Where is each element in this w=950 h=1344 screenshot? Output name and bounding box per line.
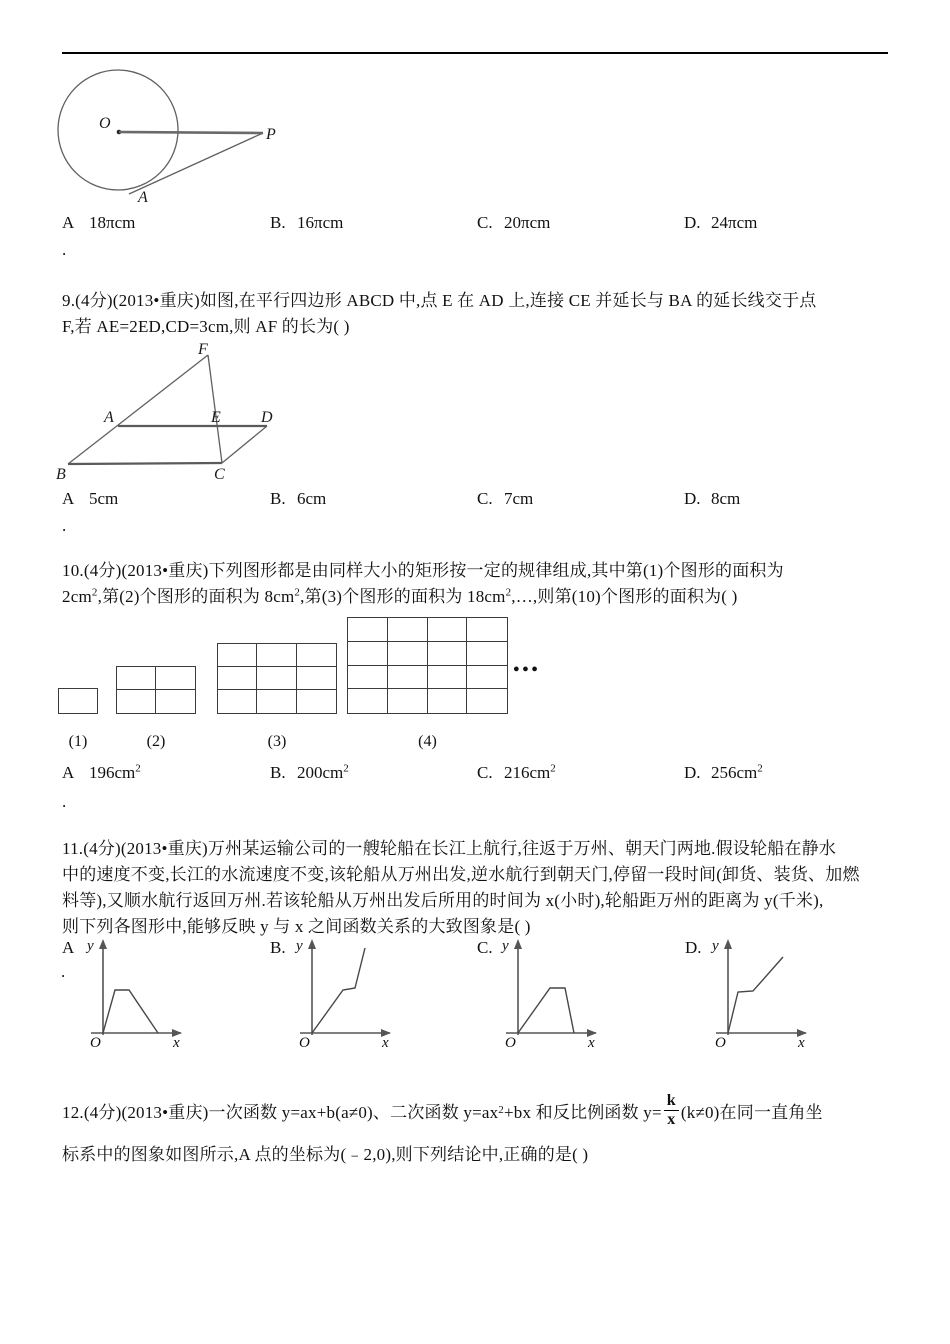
text-part: +bx 和反比例函数 y=	[504, 1102, 662, 1122]
grid-cell	[257, 644, 296, 667]
option-value: 5cm	[89, 489, 119, 508]
option-value: 20πcm	[504, 213, 551, 232]
grid-cell	[117, 690, 156, 713]
stray-period: .	[61, 962, 66, 981]
grid-cell	[428, 689, 468, 713]
function-curve	[312, 948, 365, 1033]
grid-cell	[388, 642, 428, 666]
y-axis-label: y	[296, 938, 303, 954]
fraction-numerator: k	[664, 1092, 679, 1111]
grid-cell	[388, 666, 428, 690]
text-part: 2cm	[62, 587, 92, 606]
grid-cell	[428, 618, 468, 642]
superscript: 2	[343, 762, 349, 775]
grid-cell	[297, 644, 336, 667]
segment-dc	[222, 426, 267, 463]
option-a	[62, 763, 141, 783]
option-value: 16πcm	[297, 213, 344, 232]
question11-text-line3: 料等),又顺水航行返回万州.若该轮船从万州出发后所用的时间为 x(小时),轮船距万州的距离为 y(千米),	[62, 891, 824, 910]
grid-cell	[156, 667, 195, 690]
origin-label: O	[715, 1035, 726, 1050]
grid-cell	[156, 690, 195, 713]
question9-text-line1: 9.(4分)(2013•重庆)如图,在平行四边形 ABCD 中,点 E 在 AD 上,连接 CE 并延长与 BA 的延长线交于点	[62, 291, 817, 310]
x-axis-label: x	[173, 1035, 180, 1050]
y-axis-arrow	[99, 939, 107, 949]
option-key: C.	[477, 763, 493, 782]
x-axis-label: x	[382, 1035, 389, 1050]
point-o-label: O	[99, 115, 111, 132]
superscript: 2	[505, 586, 512, 599]
grid-cell	[467, 689, 507, 713]
text-part: ,第(3)个图形的面积为 18cm	[300, 587, 506, 606]
question9-options-row	[62, 489, 902, 515]
figure-3-label: (3)	[267, 733, 287, 750]
segment-op	[119, 132, 263, 133]
superscript: 2	[91, 586, 98, 599]
fraction-denominator: x	[667, 1110, 676, 1128]
option-key: B.	[270, 763, 286, 782]
grid-cell	[428, 642, 468, 666]
grid-cell	[257, 690, 296, 713]
point-e-label: E	[211, 409, 221, 426]
y-axis-label: y	[502, 938, 509, 954]
origin-label: O	[90, 1035, 101, 1050]
function-curve	[728, 957, 783, 1033]
question12-text-line1: 12.(4分)(2013•重庆)一次函数 y=ax+b(a≠0)、二次函数 y=ax 2 +bx 和反比例函数 y= $\frac{k}{x}$ (k≠0)在同一直角坐	[62, 1091, 823, 1128]
option-key: C.	[477, 213, 493, 232]
option-key: D.	[684, 763, 701, 782]
option-value: 200cm	[297, 763, 344, 782]
graph-option-a	[85, 936, 187, 1050]
grid-cell	[348, 618, 388, 642]
question10-text-line1: 10.(4分)(2013•重庆)下列图形都是由同样大小的矩形按一定的规律组成,其中第(1)个图形的面积为	[62, 561, 784, 580]
option-key: C.	[477, 489, 493, 508]
option-key: D.	[684, 213, 701, 232]
option-key: A	[62, 763, 75, 782]
graph-option-d-label: D.	[685, 938, 702, 957]
grid-cell	[467, 666, 507, 690]
y-axis-label: y	[712, 938, 719, 954]
grid-cell	[218, 690, 257, 713]
option-b	[270, 763, 349, 783]
option-value: 216cm	[504, 763, 551, 782]
question9-text-line2: F,若 AE=2ED,CD=3cm,则 AF 的长为( )	[62, 317, 350, 336]
grid-cell	[218, 644, 257, 667]
text-part: 12.(4分)(2013•重庆)一次函数 y=ax+b(a≠0)、二次函数 y=ax	[62, 1102, 499, 1122]
superscript: 2	[135, 762, 141, 775]
y-axis-arrow	[308, 939, 316, 949]
point-p-label: P	[266, 126, 276, 143]
question11-text-line2: 中的速度不变,长江的水流速度不变,该轮船从万州出发,逆水航行到朝天门,停留一段时间(卸货、装货、加燃	[62, 865, 860, 884]
point-a-label: A	[104, 409, 114, 426]
point-d-label: D	[261, 409, 273, 426]
origin-label: O	[505, 1035, 516, 1050]
tangent-pa	[129, 133, 263, 194]
y-axis-label: y	[87, 938, 94, 954]
function-curve	[103, 990, 158, 1033]
figure-2-label: (2)	[146, 733, 166, 750]
grid-cell	[467, 618, 507, 642]
y-axis-arrow	[724, 939, 732, 949]
option-d	[684, 213, 757, 233]
point-b-label: B	[56, 466, 66, 483]
option-c	[477, 763, 556, 783]
pattern-figure-1	[58, 688, 98, 714]
origin-label: O	[299, 1035, 310, 1050]
text-part: ,…,则第(10)个图形的面积为( )	[511, 587, 738, 606]
superscript: 2	[550, 762, 556, 775]
stray-period: .	[62, 516, 67, 535]
option-value: 8cm	[711, 489, 741, 508]
grid-cell	[388, 618, 428, 642]
option-a	[62, 489, 118, 509]
grid-cell	[348, 642, 388, 666]
graph-option-d	[710, 936, 812, 1050]
option-value: 6cm	[297, 489, 327, 508]
stray-period: .	[62, 792, 67, 811]
option-c	[477, 213, 550, 233]
y-axis-arrow	[514, 939, 522, 949]
grid-cell	[257, 667, 296, 690]
option-b	[270, 213, 343, 233]
point-f-label: F	[198, 342, 208, 358]
option-key: A	[62, 213, 75, 232]
point-c-label: C	[214, 466, 225, 483]
segment-bf	[68, 355, 208, 464]
pattern-figure-2	[116, 666, 196, 714]
pattern-figure-3	[217, 643, 337, 714]
grid-cell	[218, 667, 257, 690]
option-a	[62, 213, 135, 233]
x-axis-label: x	[588, 1035, 595, 1050]
figure-4-label: (4)	[418, 733, 437, 750]
option-d	[684, 489, 740, 509]
grid-cell	[388, 689, 428, 713]
question8-circle-tangent-figure	[55, 62, 290, 204]
stray-period: .	[62, 240, 67, 259]
question12-text-line2: 标系中的图象如图所示,A 点的坐标为(﹣2,0),则下列结论中,正确的是( )	[62, 1145, 589, 1164]
option-key: B.	[270, 489, 286, 508]
superscript: 2	[294, 586, 301, 599]
graph-option-a-label: A	[62, 938, 75, 957]
graph-option-b-label: B.	[270, 938, 286, 957]
option-b	[270, 489, 326, 509]
option-value: 196cm	[89, 763, 136, 782]
option-key: B.	[270, 213, 286, 232]
option-value: 256cm	[711, 763, 758, 782]
page-top-divider	[62, 52, 888, 54]
option-key: D.	[684, 489, 701, 508]
point-a-label: A	[138, 189, 148, 204]
grid-cell	[59, 689, 97, 713]
option-value: 24πcm	[711, 213, 758, 232]
question11-text-line1: 11.(4分)(2013•重庆)万州某运输公司的一艘轮船在长江上航行,往返于万州、朝天门两地.假设轮船在静水	[62, 839, 837, 858]
fraction-k-over-x	[664, 1092, 679, 1128]
option-c	[477, 489, 533, 509]
ellipsis-dots: ●●●	[513, 663, 541, 675]
option-d	[684, 763, 763, 783]
grid-cell	[348, 666, 388, 690]
graph-option-b	[294, 936, 396, 1050]
question10-options-row	[62, 763, 902, 789]
option-value: 7cm	[504, 489, 534, 508]
option-key: A	[62, 489, 75, 508]
question11-text-line4: 则下列各图形中,能够反映 y 与 x 之间函数关系的大致图象是( )	[62, 917, 531, 936]
x-axis-label: x	[798, 1035, 805, 1050]
grid-cell	[348, 689, 388, 713]
option-value: 18πcm	[89, 213, 136, 232]
question9-parallelogram-figure	[50, 342, 295, 484]
superscript: 2	[757, 762, 763, 775]
grid-cell	[428, 666, 468, 690]
question10-text-line2	[62, 584, 898, 610]
segment-bc	[68, 463, 222, 464]
question8-options-row	[62, 213, 902, 239]
grid-cell	[467, 642, 507, 666]
grid-cell	[117, 667, 156, 690]
pattern-figure-4	[347, 617, 508, 714]
graph-option-c-label: C.	[477, 938, 493, 957]
function-curve	[518, 988, 574, 1033]
text-part: ,第(2)个图形的面积为 8cm	[97, 587, 295, 606]
figure-1-label: (1)	[68, 733, 88, 750]
text-part: (k≠0)在同一直角坐	[680, 1102, 823, 1122]
grid-cell	[297, 667, 336, 690]
grid-cell	[297, 690, 336, 713]
graph-option-c	[500, 936, 602, 1050]
